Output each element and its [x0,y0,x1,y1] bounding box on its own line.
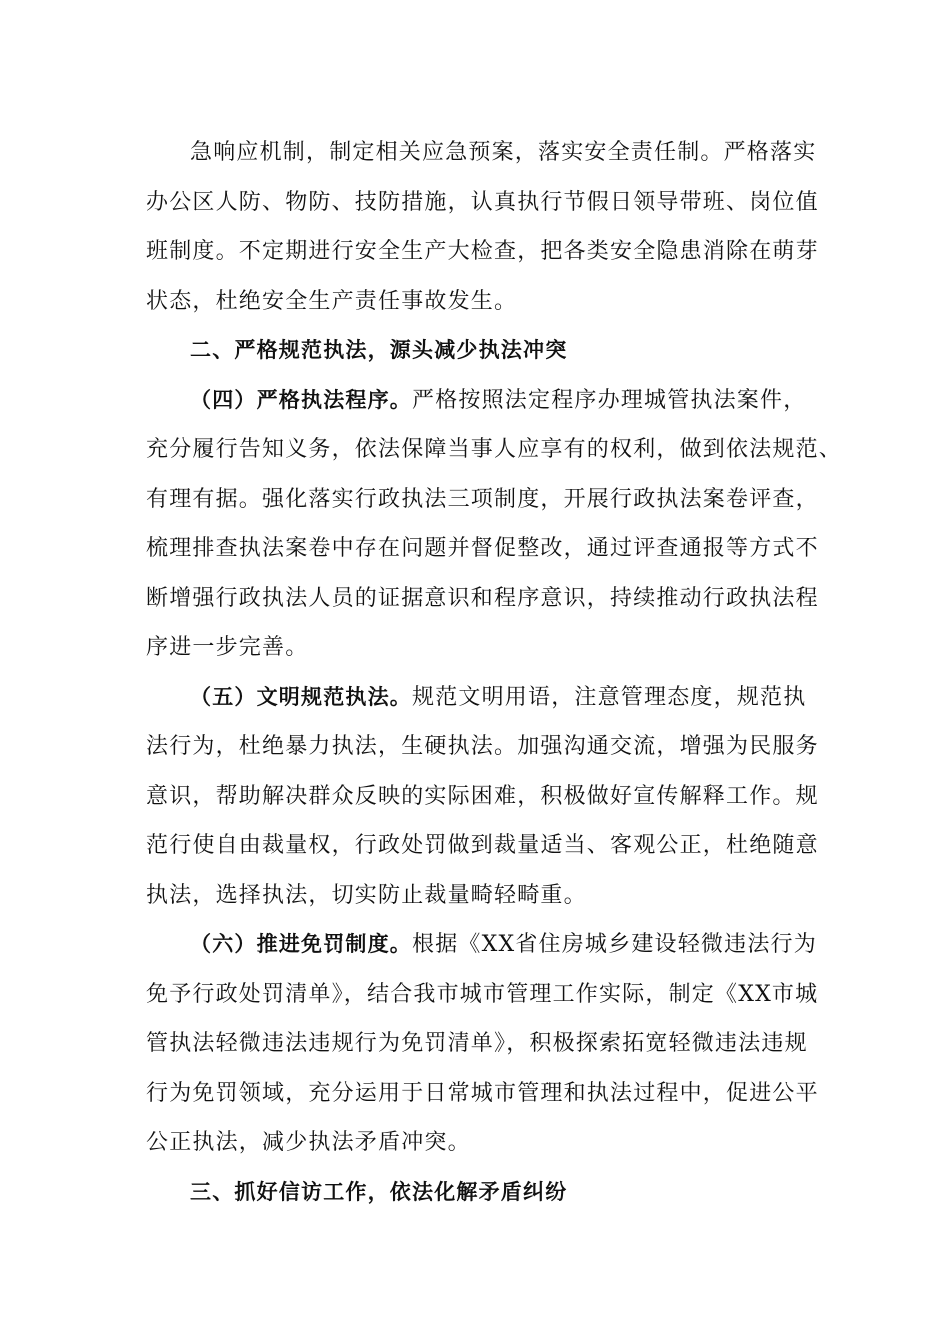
text-line: 公正执法，减少执法矛盾冲突。 [146,1130,471,1155]
item-4-lead: （四）严格执法程序。 [190,387,412,412]
text-line: 行为免罚领域，充分运用于日常城市管理和执法过程中，促进公平 [146,1080,819,1106]
text-line: 范行使自由裁量权，行政处罚做到裁量适当、客观公正，杜绝随意 [146,833,819,858]
text-line: 序进一步完善。 [146,635,309,660]
section-heading-3: 三、抓好信访工作，依法化解矛盾纠纷 [190,1179,568,1204]
text-line [146,920,826,970]
document-body [146,128,843,1217]
text-line: 管执法轻微违法违规行为免罚清单》，积极探索拓宽轻微违法违规 [146,1031,808,1056]
text-line [146,673,826,723]
text-line: 办公区人防、物防、技防措施，认真执行节假日领导带班、岗位值 [146,189,819,215]
text-line [146,376,826,426]
text-line: 充分履行告知义务，依法保障当事人应享有的权利，做到依法规范、 [146,437,843,462]
text-line: 有理有据。强化落实行政执法三项制度，开展行政执法案卷评查， [146,486,819,512]
paragraph-item-4 [146,376,843,673]
paragraph-item-6 [146,920,826,1168]
item-5-first-line: 规范文明用语，注意管理态度，规范执 [412,684,807,710]
text-line: 执法，选择执法，切实防止裁量畸轻畸重。 [146,882,587,908]
text-line: 状态，杜绝安全生产责任事故发生。 [146,288,518,314]
text-line: 断增强行政执法人员的证据意识和程序意识，持续推动行政执法程 [146,585,819,611]
text-line: 班制度。不定期进行安全生产大检查，把各类安全隐患消除在萌芽 [146,239,819,264]
paragraph-item-5 [146,673,826,921]
text-line: 意识，帮助解决群众反映的实际困难，积极做好宣传解释工作。规 [146,783,819,809]
item-6-lead: （六）推进免罚制度。 [190,932,412,956]
text-line: 急响应机制，制定相关应急预案，落实安全责任制。严格落实 [190,140,817,165]
text-line: 免予行政处罚清单》，结合我市城市管理工作实际，制定《XX市城 [146,981,819,1007]
text-line: 梳理排查执法案卷中存在问题并督促整改，通过评查通报等方式不 [146,536,819,561]
section-heading-2: 二、严格规范执法，源头减少执法冲突 [190,338,568,362]
paragraph-safety-continuation [146,128,826,326]
item-5-lead: （五）文明规范执法。 [190,684,412,709]
item-6-first-line: 根据《XX省住房城乡建设轻微违法行为 [412,932,817,957]
text-line: 法行为，杜绝暴力执法，生硬执法。加强沟通交流，增强为民服务 [146,734,819,759]
item-4-first-line: 严格按照法定程序办理城管执法案件， [412,387,807,413]
